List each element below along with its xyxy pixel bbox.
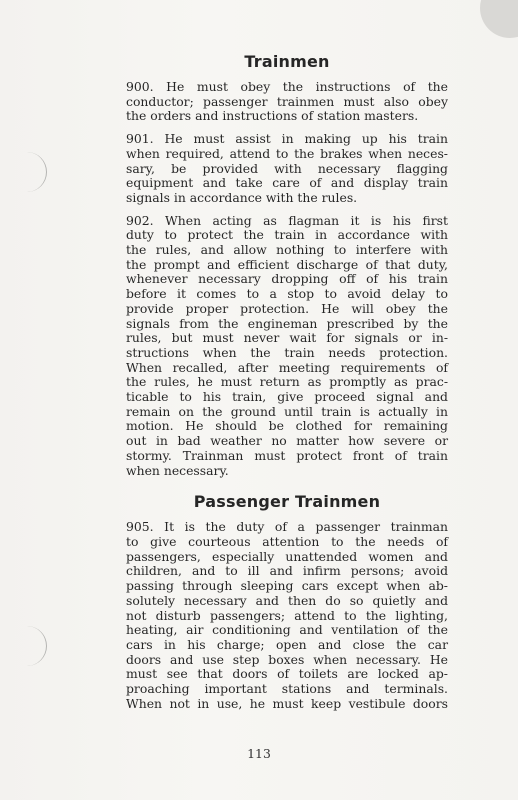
text-line: signals from the engineman prescribed by the [126,315,448,331]
text-line: the orders and instructions of station masters. [126,108,419,124]
text-line: duty to protect the train in accordance with [126,227,448,243]
page-number: 113 [247,746,271,761]
text-line: must see that doors of toilets are locked ap- [126,666,448,682]
text-line: rules, but must never wait for signals or in- [126,330,448,346]
text-line: motion. He should be clothed for remaining [126,418,448,434]
text-line: sary, be provided with necessary flagging [126,160,448,176]
rule-900 [126,80,448,124]
text-line: out in bad weather no matter how severe or [126,433,448,449]
rule-905 [126,520,448,711]
text-line: provide proper protection. He will obey the [126,300,448,316]
text-column [126,52,448,719]
binder-hole-top [24,152,47,192]
text-line: the prompt and efficient discharge of that duty, [126,256,448,272]
rule-901 [126,132,448,206]
section-heading-trainmen: Trainmen [244,52,330,71]
section-heading-passenger-trainmen: Passenger Trainmen [193,492,381,512]
text-line: children, and to ill and infirm persons; avoid [126,563,448,579]
text-line: ticable to his train, give proceed signal and [126,389,448,405]
text-line: When recalled, after meeting requirements of [126,359,448,375]
text-line: doors and use step boxes when necessary. He [126,651,448,667]
text-line: equipment and take care of and display train [126,175,448,191]
rounded-page-corner [480,0,518,38]
text-line: structions when the train needs protection. [126,344,448,360]
text-line: 902. When acting as flagman it is his first [126,212,448,228]
rule-902 [126,214,448,479]
text-line: when required, attend to the brakes when neces- [126,145,448,161]
text-line: cars in his charge; open and close the car [126,636,448,652]
text-line: when necessary. [126,462,229,478]
text-line: the rules, and allow nothing to interfere with [126,242,448,258]
text-line: passing through sleeping cars except when ab- [126,578,448,594]
text-line: solutely necessary and then do so quietly and [126,592,448,608]
text-line: whenever necessary dropping off of his train [126,271,448,287]
text-line: before it comes to a stop to avoid delay to [126,286,448,302]
binder-hole-bottom [24,626,47,666]
text-line: to give courteous attention to the needs of [126,533,448,549]
text-line: remain on the ground until train is actually in [126,403,448,419]
text-line: 901. He must assist in making up his train [126,131,448,147]
text-line: 905. It is the duty of a passenger trainman [126,519,448,535]
text-line: signals in accordance with the rules. [126,189,358,205]
text-line: the rules, he must return as promptly as prac- [126,374,448,390]
text-line: heating, air conditioning and ventilation of the [126,622,448,638]
text-line: passengers, especially unattended women and [126,548,448,564]
text-line: stormy. Trainman must protect front of train [126,447,448,463]
text-line: When not in use, he must keep vestibule doors [126,695,448,711]
text-line: proaching important stations and terminals. [126,681,448,697]
text-line: conductor; passenger trainmen must also obey [126,93,448,109]
text-line: not disturb passengers; attend to the lighting, [126,607,448,623]
text-line: 900. He must obey the instructions of the [126,79,448,94]
